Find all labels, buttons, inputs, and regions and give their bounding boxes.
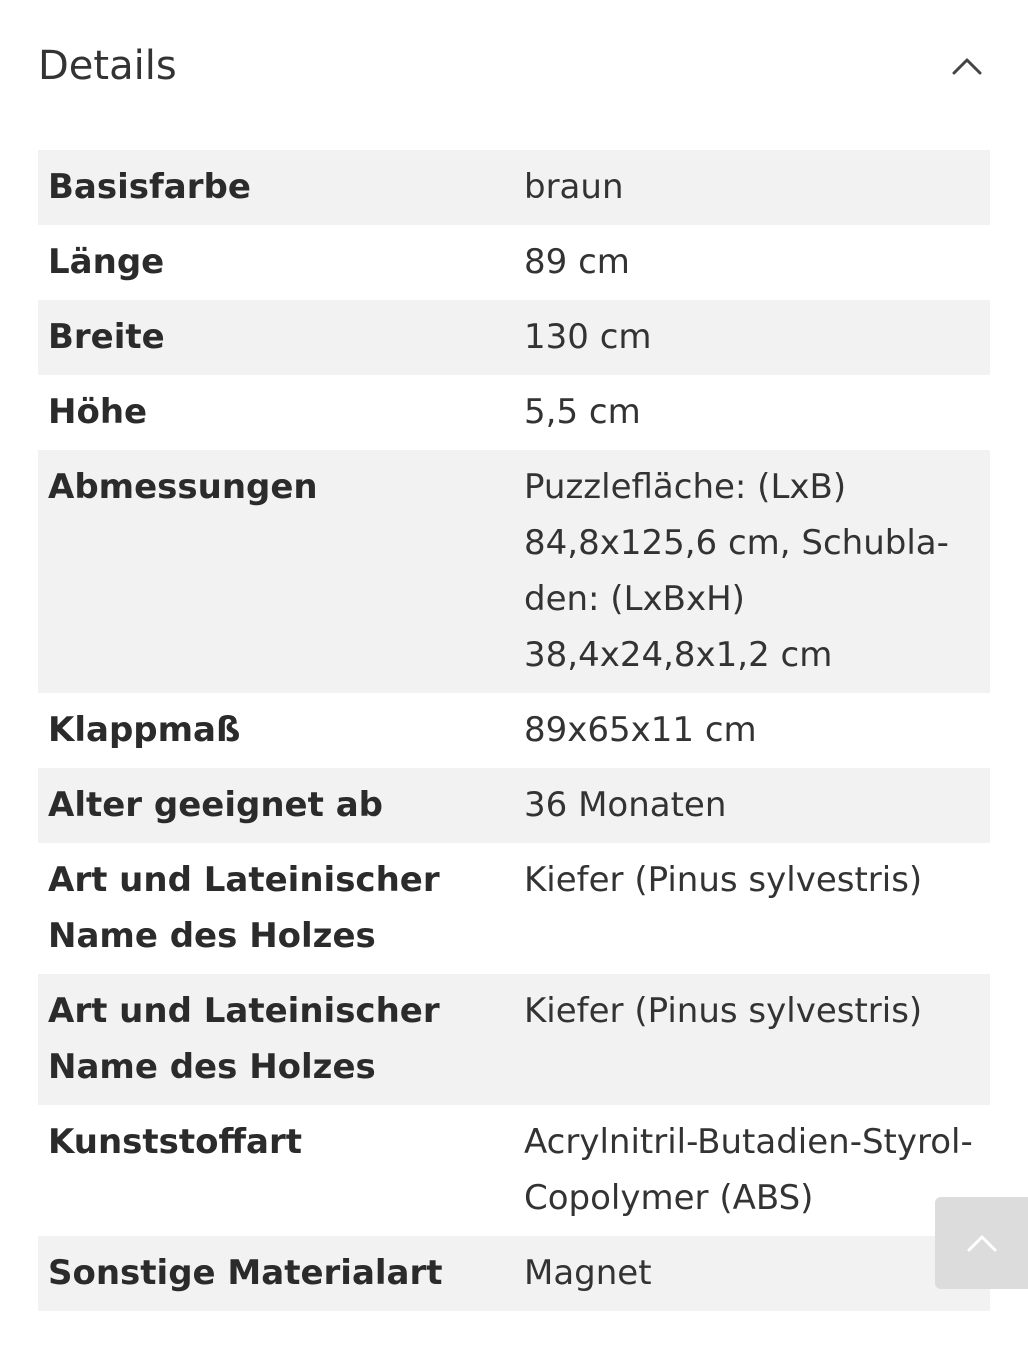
table-row: [38, 150, 990, 225]
spec-label: Basisfarbe: [38, 150, 514, 225]
table-row: [38, 1236, 990, 1311]
table-row: [38, 768, 990, 843]
spec-label: [38, 843, 514, 974]
spec-label: Kunststoffart: [38, 1105, 514, 1236]
spec-value: [514, 843, 990, 974]
table-row: [38, 974, 990, 1105]
spec-label: [38, 974, 514, 1105]
scroll-to-top-button[interactable]: [935, 1197, 1028, 1289]
chevron-up-icon: [967, 1234, 997, 1252]
spec-value-line: 36 Monaten: [524, 785, 727, 825]
spec-value: [514, 375, 990, 450]
spec-label: Klappmaß: [38, 693, 514, 768]
table-row: [38, 225, 990, 300]
spec-value: [514, 693, 990, 768]
table-row: [38, 300, 990, 375]
spec-label: Abmessungen: [38, 450, 514, 693]
table-row: [38, 450, 990, 693]
details-section-header[interactable]: [38, 30, 990, 102]
spec-value: [514, 450, 990, 693]
spec-value-line: 5,5 cm: [524, 392, 641, 432]
spec-value-line: 84,8x125,6 cm, Schubla-: [524, 523, 949, 563]
spec-value-line: braun: [524, 167, 624, 207]
spec-label: Breite: [38, 300, 514, 375]
spec-label: Sonstige Materialart: [38, 1236, 514, 1311]
spec-value-line: Copolymer (ABS): [524, 1178, 814, 1218]
spec-value-line: Acrylnitril-Butadien-Styrol-: [524, 1122, 973, 1162]
chevron-up-icon: [952, 57, 982, 75]
spec-value: [514, 768, 990, 843]
table-row: [38, 1105, 990, 1236]
spec-value: [514, 974, 990, 1105]
spec-value: [514, 1105, 990, 1236]
spec-value-line: 89x65x11 cm: [524, 710, 757, 750]
spec-label-line: Name des Holzes: [48, 1047, 376, 1087]
spec-value-line: Puzzlefläche: (LxB): [524, 467, 847, 507]
table-row: [38, 375, 990, 450]
spec-value-line: Kiefer (Pinus sylvestris): [524, 991, 923, 1031]
spec-value: [514, 225, 990, 300]
spec-value: [514, 150, 990, 225]
collapse-toggle-button[interactable]: [944, 43, 990, 89]
spec-value-line: 38,4x24,8x1,2 cm: [524, 635, 833, 675]
spec-label: Alter geeignet ab: [38, 768, 514, 843]
details-title: Details: [38, 43, 177, 89]
table-row: [38, 843, 990, 974]
spec-label-line: Art und Lateinischer: [48, 991, 440, 1031]
spec-label-line: Name des Holzes: [48, 916, 376, 956]
spec-value-line: den: (LxBxH): [524, 579, 745, 619]
spec-value-line: 89 cm: [524, 242, 630, 282]
spec-value-line: 130 cm: [524, 317, 652, 357]
spec-label: Länge: [38, 225, 514, 300]
spec-value: [514, 1236, 990, 1311]
spec-value: [514, 300, 990, 375]
spec-value-line: Magnet: [524, 1253, 652, 1293]
specs-table: [38, 150, 990, 1311]
spec-label-line: Art und Lateinischer: [48, 860, 440, 900]
table-row: [38, 693, 990, 768]
spec-value-line: Kiefer (Pinus sylvestris): [524, 860, 923, 900]
spec-label: Höhe: [38, 375, 514, 450]
